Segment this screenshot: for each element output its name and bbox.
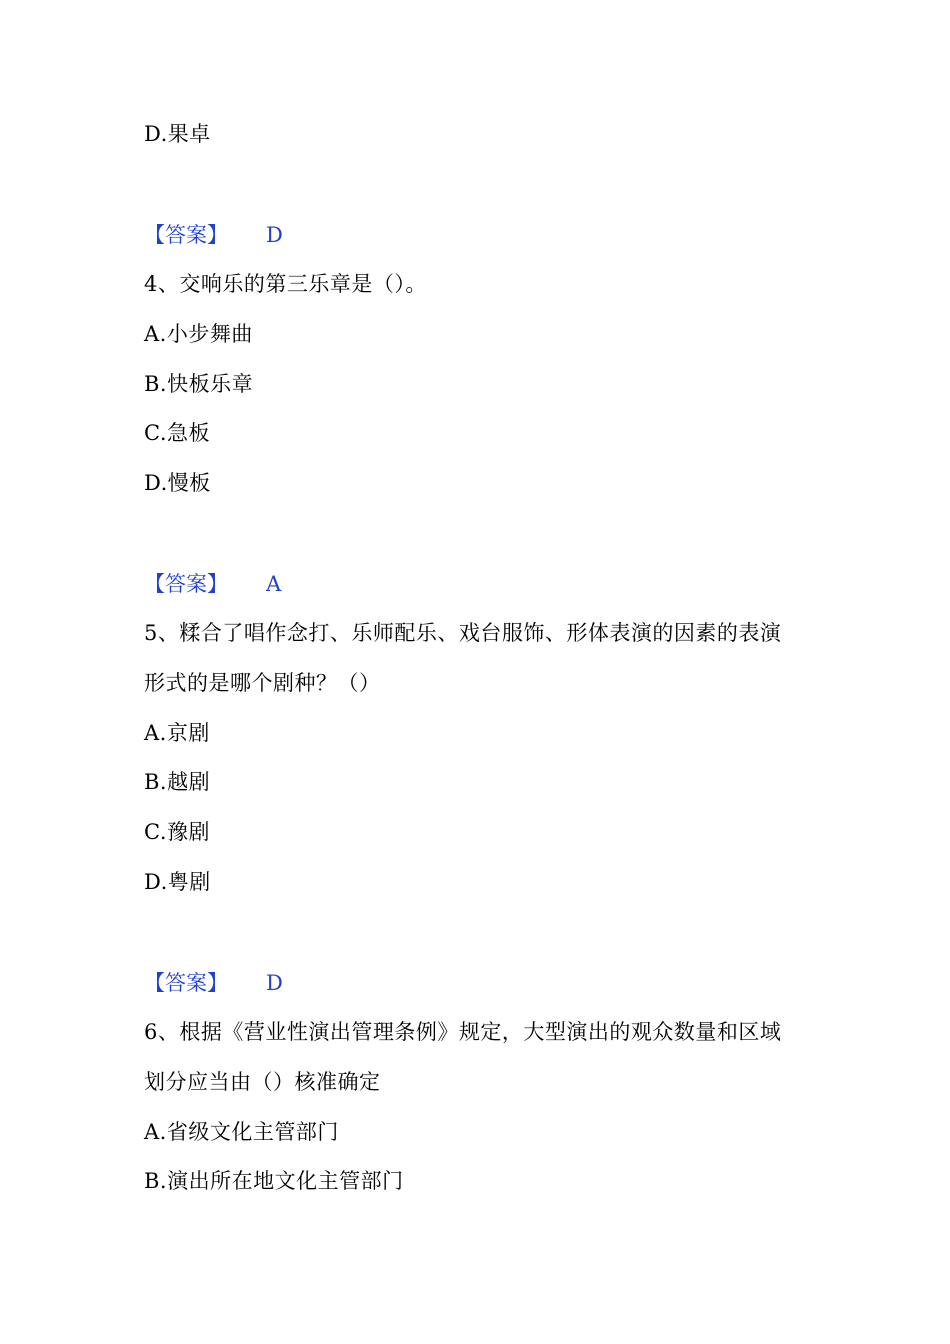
q5-answer (144, 969, 283, 997)
q5-option-c: C.豫剧 (144, 820, 210, 844)
q4-option-c: C.急板 (144, 421, 210, 445)
q6-question-line1: 6、根据《营业性演出管理条例》规定，大型演出的观众数量和区域 (144, 1020, 782, 1044)
q6-option-a: A.省级文化主管部门 (144, 1120, 339, 1144)
q5-option-a: A.京剧 (144, 721, 210, 745)
q4-question: 4、交响乐的第三乐章是（）。 (144, 272, 427, 296)
answer-value: D (266, 971, 283, 995)
q6-option-b: B.演出所在地文化主管部门 (144, 1169, 404, 1193)
answer-value: A (266, 572, 282, 596)
answer-label: 【答案】 (144, 223, 228, 247)
q5-question-line2: 形式的是哪个剧种？（） (144, 671, 381, 695)
q4-answer (144, 570, 281, 598)
q6-question-line2: 划分应当由（）核准确定 (144, 1070, 381, 1094)
q4-option-b: B.快板乐章 (144, 372, 254, 396)
answer-value: D (266, 223, 283, 247)
q4-option-d: D.慢板 (144, 471, 211, 495)
q5-option-b: B.越剧 (144, 770, 211, 794)
q5-option-d: D.粤剧 (144, 870, 211, 894)
answer-label: 【答案】 (144, 572, 228, 596)
q3-option-d: D.果卓 (144, 122, 211, 146)
q5-question-line1: 5、糅合了唱作念打、乐师配乐、戏台服饰、形体表演的因素的表演 (144, 621, 782, 645)
q3-answer (144, 221, 283, 249)
q4-option-a: A.小步舞曲 (144, 322, 253, 346)
answer-label: 【答案】 (144, 971, 228, 995)
